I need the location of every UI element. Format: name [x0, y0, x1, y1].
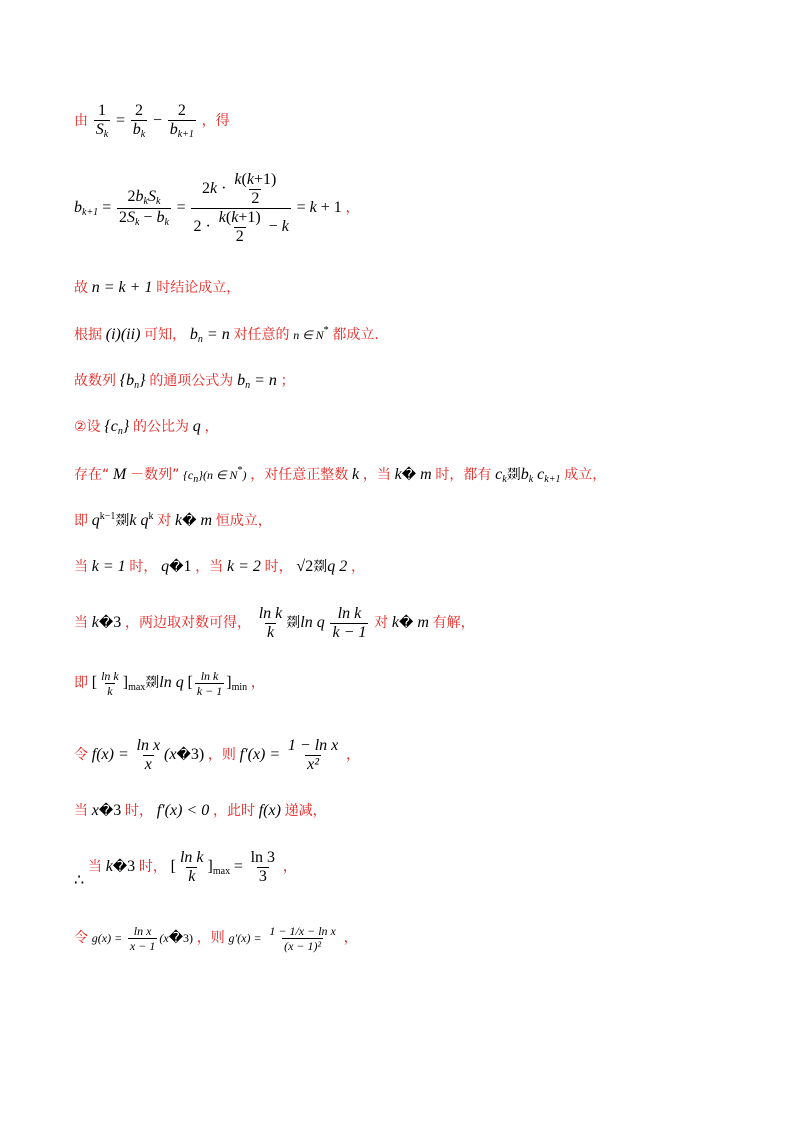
superscript: *	[323, 325, 329, 336]
math: )	[242, 468, 247, 482]
glyph: �	[176, 746, 191, 763]
text: 时，	[124, 803, 153, 819]
text: 时，都有	[435, 467, 492, 483]
math: q	[161, 558, 170, 575]
math: 1	[183, 558, 192, 575]
math: c	[495, 466, 503, 483]
math: x	[91, 802, 99, 819]
text: 由	[74, 112, 88, 129]
subscript: n	[117, 426, 123, 437]
math: q	[192, 418, 201, 435]
math: M	[113, 466, 127, 483]
line-6	[74, 419, 218, 437]
math: (x	[159, 930, 169, 945]
text: 当	[87, 858, 102, 875]
text: 时结论成立，	[156, 280, 241, 296]
text: 可知，	[144, 327, 187, 343]
math: n = k + 1	[91, 279, 153, 296]
superscript: k−1	[99, 511, 116, 522]
text: ，此时	[212, 803, 255, 819]
text: ，	[346, 746, 361, 763]
text: 成立，	[564, 467, 607, 483]
line-13	[74, 803, 327, 819]
math: (i)(ii)	[105, 326, 141, 343]
math: ln q	[159, 673, 184, 691]
fraction: $\frac{\ln 3}{3}$	[250, 849, 276, 885]
math: $b_{k+1}$ =	[74, 198, 112, 218]
glyph: �	[168, 929, 184, 946]
line-4	[74, 326, 379, 345]
glyph: 剟	[145, 674, 160, 691]
text: ，	[282, 858, 297, 875]
line-12	[74, 738, 360, 773]
math: √2	[296, 558, 314, 575]
line-2: $b_{k+1}$ = $\frac{2b_kS_k}{2S_k - b_k}$ = 2k · $\frac{k(k+1)}{2}$ 2 · $\frac{k(k+1)}{2}$ − k = k + 1 ，	[74, 171, 360, 245]
text: 对任意的	[233, 327, 290, 343]
text: ，	[345, 199, 360, 216]
math: }(n ∈ N	[198, 468, 238, 482]
subscript: n	[193, 474, 199, 485]
fraction: $\frac{\text{ln k}}{k}$	[101, 669, 119, 698]
text: 都成立.	[332, 327, 379, 343]
fraction: $\frac{\text{ln x}}{x}$	[136, 737, 161, 773]
text: 对	[374, 614, 389, 631]
text: ②设	[74, 419, 101, 435]
glyph: 剟	[286, 614, 301, 631]
glyph: 剟	[506, 467, 521, 483]
fraction: $\frac{2}{b_{k+1}}$	[169, 102, 194, 140]
text: ，则	[196, 929, 225, 946]
fraction: $\frac{1}{S_k}$	[95, 102, 109, 140]
text: 即	[74, 513, 88, 529]
line-11: 即 [ $\frac{\text{ln k}}{k}$ ]$_{max}$剟ln q [ $\frac{\text{ln k}}{k - 1}$ ]$_{min}$ ，	[74, 669, 265, 698]
math: k	[352, 466, 360, 483]
math: }	[122, 418, 130, 435]
line-5	[74, 373, 295, 391]
math: ln q	[300, 613, 325, 631]
text: 递减，	[284, 803, 327, 819]
math: n ∈ N	[293, 328, 324, 342]
text: 令	[74, 929, 88, 946]
math: b	[237, 372, 246, 389]
text: 存在“	[74, 467, 110, 483]
fraction: $\frac{\text{ln k}}{k - 1}$	[196, 669, 223, 698]
math: k	[91, 613, 99, 631]
fraction: $\frac{\text{ln k}}{k}$	[179, 849, 204, 885]
fraction: $\frac{\text{1 − 1/x − ln x}}{\text{(x − 1)²}}$	[269, 924, 336, 953]
superscript: *	[237, 465, 243, 476]
text: 时，	[264, 559, 293, 575]
math: k	[391, 613, 399, 631]
text: 即	[74, 674, 88, 691]
math: k	[105, 857, 113, 875]
glyph: 剟	[115, 513, 130, 529]
line-1: 由 $\frac{1}{S_k}$ = $\frac{2}{b_k}$ − $\frac{2}{b_{k+1}}$ ，得	[74, 102, 230, 140]
glyph: �	[182, 513, 197, 529]
glyph: �	[112, 858, 128, 875]
math: f′(x) < 0	[156, 802, 210, 819]
text: ；	[280, 373, 295, 389]
fraction: $\frac{2b_kS_k}{2S_k - b_k}$	[118, 188, 169, 228]
math: m	[413, 613, 429, 631]
subscript: n	[197, 334, 203, 345]
fraction: $\frac{\text{ln k}}{k - 1}$	[332, 605, 367, 641]
math: b	[189, 326, 198, 343]
text: ，	[350, 559, 365, 575]
subscript: k	[528, 474, 534, 485]
text: 当	[74, 559, 88, 575]
math: f(x) =	[91, 745, 129, 763]
math: = n	[250, 372, 277, 389]
math: 3)	[190, 745, 205, 763]
math: k	[394, 466, 402, 483]
math: k = 1	[91, 558, 126, 575]
math: k	[175, 512, 183, 529]
text: ，当	[195, 559, 224, 575]
math: q 2	[327, 558, 348, 575]
text: 的公比为	[132, 419, 189, 435]
math: k = 2	[227, 558, 261, 575]
superscript: k	[148, 511, 154, 522]
glyph: �	[98, 803, 114, 819]
math: b	[520, 466, 529, 483]
math: {c	[104, 418, 118, 435]
text: 故数列	[74, 373, 116, 389]
line-8	[74, 512, 272, 529]
math: (x	[164, 745, 177, 763]
subscript: n	[245, 380, 251, 391]
math: }	[139, 372, 146, 389]
subscript: n	[134, 380, 140, 391]
subscript: k	[502, 474, 507, 485]
therefore-symbol: ∴	[74, 871, 85, 889]
text: ，则	[207, 746, 236, 763]
fraction: 2k · $\frac{k(k+1)}{2}$ 2 · $\frac{k(k+1)}{2}$ − k	[193, 171, 289, 245]
math: c	[533, 466, 545, 483]
text: 对	[157, 513, 172, 529]
glyph: �	[169, 559, 184, 575]
text: ，当	[362, 467, 391, 483]
subscript: k+1	[544, 474, 561, 485]
math: = n	[202, 326, 230, 343]
math: f′(x) =	[239, 745, 281, 763]
line-9	[74, 559, 365, 575]
text: ，得	[201, 112, 230, 129]
math: f(x)	[258, 802, 281, 819]
math: k q	[129, 512, 149, 529]
math: q	[91, 512, 100, 529]
line-10	[74, 606, 475, 641]
math: g′(x) =	[228, 930, 262, 945]
line-3	[74, 280, 240, 296]
text: －数列”	[130, 467, 180, 483]
math: 3	[113, 802, 122, 819]
glyph: �	[398, 614, 414, 631]
line-7	[74, 466, 606, 485]
glyph: 剟	[313, 559, 328, 575]
math: {b	[119, 372, 135, 389]
fraction: $\frac{\text{ln x}}{x - 1}$	[129, 924, 156, 953]
text: 根据	[74, 327, 102, 343]
math: 3	[113, 613, 122, 631]
math: =	[233, 857, 243, 875]
line-15	[74, 925, 358, 952]
text: 令	[74, 746, 88, 763]
math: 3)	[183, 930, 194, 945]
fraction: $\frac{2}{b_k}$	[132, 102, 146, 140]
subscript: max	[128, 681, 146, 693]
text: ，	[250, 674, 265, 691]
text: 有解，	[432, 614, 475, 631]
math: {c	[183, 468, 194, 482]
text: ，两边取对数可得，	[124, 614, 251, 631]
math: m	[416, 466, 432, 483]
text: 的通项公式为	[149, 373, 234, 389]
subscript: min	[231, 681, 248, 693]
text: 时，	[138, 858, 167, 875]
text: ，	[204, 419, 219, 435]
glyph: �	[98, 614, 114, 631]
math: m	[196, 512, 213, 529]
text: 恒成立，	[215, 513, 272, 529]
text: 故	[74, 280, 88, 296]
subscript: max	[212, 865, 231, 877]
fraction: $\frac{\text{ln k}}{k}$	[258, 605, 283, 641]
glyph: �	[401, 467, 417, 483]
math: 3	[127, 857, 136, 875]
text: ，对任意正整数	[250, 467, 349, 483]
text: ，	[343, 929, 358, 946]
text: 时，	[129, 559, 158, 575]
fraction: $\frac{\text{1 − ln x}}{\text{x²}}$	[287, 737, 339, 773]
math: g(x) =	[91, 930, 123, 945]
text: 当	[74, 803, 88, 819]
text: 当	[74, 614, 88, 631]
line-14: ∴ 当 k�3 时， [ $\frac{\text{ln k}}{k}$ ]$_{max}$ = $\frac{\ln 3}{3}$ ，	[74, 849, 297, 889]
